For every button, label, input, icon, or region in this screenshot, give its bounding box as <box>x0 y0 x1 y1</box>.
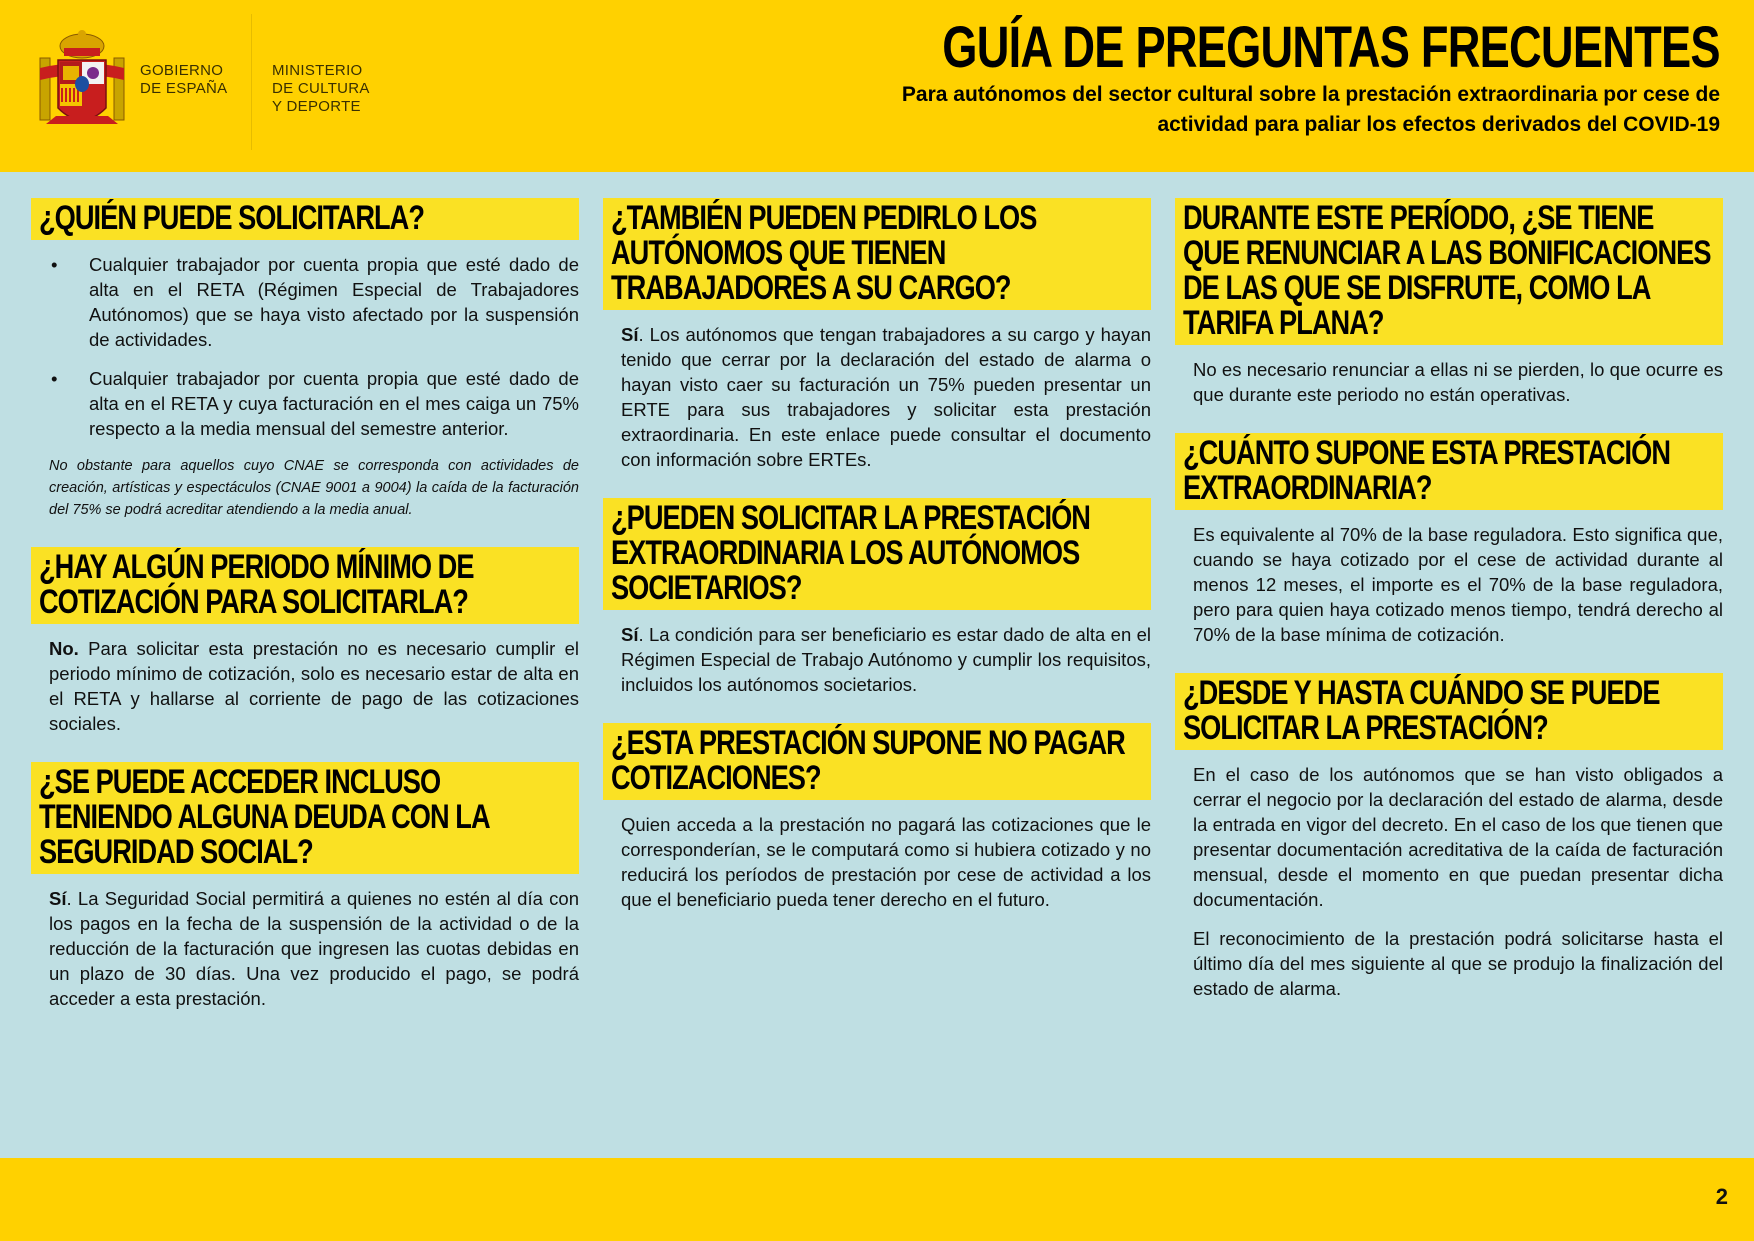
question-heading <box>603 723 1151 800</box>
answer-text: En el caso de los autónomos que se han visto obligados a cerrar el negocio por la declaración del estado de alarma, desde la entrada en vigor del decreto. En el caso de los que tienen que presentar documentación acreditativa de la caída de facturación mensual, desde el momento en que puedan presentar dicha documentación. <box>1193 764 1723 910</box>
bullet-list <box>49 252 579 441</box>
bullet-item: • Cualquier trabajador por cuenta propia que esté dado de alta en el RETA y cuya facturación en el mes caiga un 75% respecto a la media mensual del semestre anterior. <box>49 366 579 441</box>
answer <box>603 800 1151 912</box>
question-text: ¿SE PUEDE ACCEDER INCLUSO TENIENDO ALGUNA DEUDA CON LA SEGURIDAD SOCIAL? <box>39 763 489 871</box>
ministry-label <box>272 62 370 116</box>
question-text: ¿PUEDEN SOLICITAR LA PRESTACIÓN EXTRAORDINARIA LOS AUTÓNOMOS SOCIETARIOS? <box>611 499 1090 607</box>
answer-text: . La Seguridad Social permitirá a quienes no estén al día con los pagos en la fecha de la suspensión de la actividad o de la reducción de la facturación que ingresen las cuotas debidas en un plazo de 30 días. Una vez producido el pago, se podrá acceder a esta prestación. <box>49 888 579 1009</box>
ministry-line-3: Y DEPORTE <box>272 98 361 115</box>
answer-text: . La condición para ser beneficiario es estar dado de alta en el Régimen Especial de Trabajo Autónomo y cumplir los requisitos, incluidos los autónomos societarios. <box>621 624 1151 695</box>
page-subtitle <box>740 80 1720 140</box>
government-logo <box>26 14 422 150</box>
question-text: DURANTE ESTE PERÍODO, ¿SE TIENE QUE RENUNCIAR A LAS BONIFICACIONES DE LAS QUE SE DISFRUTE, COMO LA TARIFA PLANA? <box>1183 199 1711 342</box>
answer-text: Quien acceda a la prestación no pagará las cotizaciones que le corresponderían, se le computará como si hubiera cotizado y no reducirá los períodos de prestación por cese de actividad a los que el beneficiario pueda tener derecho en el futuro. <box>621 814 1151 910</box>
column-3 <box>1175 198 1723 1027</box>
government-label <box>140 62 227 98</box>
answer <box>1175 510 1723 647</box>
question-heading <box>31 198 579 240</box>
answer <box>1175 750 1723 1001</box>
column-2 <box>603 198 1151 938</box>
logo-divider <box>251 14 252 150</box>
question-heading <box>603 498 1151 610</box>
gov-line-2: DE ESPAÑA <box>140 80 228 97</box>
answer <box>31 240 579 521</box>
answer-text: No es necesario renunciar a ellas ni se pierden, lo que ocurre es que durante este periodo no están operativas. <box>1193 359 1723 405</box>
faq-amount <box>1175 433 1723 647</box>
answer <box>31 874 579 1011</box>
faq-social-security-debt <box>31 762 579 1011</box>
question-heading <box>603 198 1151 310</box>
faq-employers <box>603 198 1151 472</box>
gov-line-1: GOBIERNO <box>140 62 224 79</box>
subtitle-line-1: Para autónomos del sector cultural sobre la prestación extraordinaria por cese de <box>901 83 1720 106</box>
coat-of-arms-icon <box>36 28 128 140</box>
answer-lead: Sí <box>49 888 67 909</box>
cnae-note: No obstante para aquellos cuyo CNAE se corresponda con actividades de creación, artísticas y espectáculos (CNAE 9001 a 9004) la caída de la facturación del 75% se podrá acreditar atendiendo a la media anual. <box>49 458 579 518</box>
page-number: 2 <box>1715 1184 1728 1209</box>
answer <box>603 310 1151 472</box>
faq-contributions <box>603 723 1151 912</box>
question-heading <box>31 762 579 874</box>
bullet-item: • Cualquier trabajador por cuenta propia que esté dado de alta en el RETA (Régimen Especial de Trabajadores Autónomos) que se haya visto afectado por la suspensión de actividades. <box>49 252 579 352</box>
question-text: ¿ESTA PRESTACIÓN SUPONE NO PAGAR COTIZACIONES? <box>611 724 1125 797</box>
faq-minimum-period <box>31 547 579 736</box>
question-text: ¿TAMBIÉN PUEDEN PEDIRLO LOS AUTÓNOMOS QUE TIENEN TRABAJADORES A SU CARGO? <box>611 199 1037 307</box>
column-1 <box>31 198 579 1037</box>
question-heading <box>1175 673 1723 750</box>
question-text: ¿QUIÉN PUEDE SOLICITARLA? <box>39 199 425 237</box>
answer-text: El reconocimiento de la prestación podrá solicitarse hasta el último día del mes siguiente al que se produjo la finalización del estado de alarma. <box>1193 928 1723 999</box>
answer <box>603 610 1151 697</box>
question-text: ¿DESDE Y HASTA CUÁNDO SE PUEDE SOLICITAR LA PRESTACIÓN? <box>1183 674 1660 747</box>
answer <box>31 624 579 736</box>
ministry-line-2: DE CULTURA <box>272 80 370 97</box>
page-title: GUÍA DE PREGUNTAS FRECUENTES <box>942 15 1720 80</box>
answer-lead: Sí <box>621 324 639 345</box>
answer-text: Es equivalente al 70% de la base reguladora. Esto significa que, cuando se haya cotizado por el cese de actividad durante al menos 12 meses, el importe es el 70% de la base reguladora, pero para quien haya cotizado menos tiempo, tendrá derecho al 70% de la base mínima de cotización. <box>1193 524 1723 645</box>
answer-text: Para solicitar esta prestación no es necesario cumplir el periodo mínimo de cotización, solo es necesario estar de alta en el RETA y hallarse al corriente de pago de las cotizaciones sociales. <box>49 638 579 734</box>
question-heading <box>1175 198 1723 345</box>
subtitle-line-2: actividad para paliar los efectos derivados del COVID-19 <box>1157 113 1720 136</box>
footer-band <box>0 1158 1754 1241</box>
faq-who-can-apply <box>31 198 579 521</box>
question-text: ¿HAY ALGÚN PERIODO MÍNIMO DE COTIZACIÓN PARA SOLICITARLA? <box>39 548 474 621</box>
faq-bonuses <box>1175 198 1723 407</box>
faq-company-self-employed <box>603 498 1151 697</box>
answer-lead: No. <box>49 638 79 659</box>
ministry-line-1: MINISTERIO <box>272 62 363 79</box>
question-text: ¿CUÁNTO SUPONE ESTA PRESTACIÓN EXTRAORDINARIA? <box>1183 434 1671 507</box>
answer-lead: Sí <box>621 624 639 645</box>
answer-text: . Los autónomos que tengan trabajadores a su cargo y hayan tenido que cerrar por la declaración del estado de alarma o hayan visto caer su facturación un 75% pueden presentar un ERTE para sus trabajadores y solicitar esta prestación extraordinaria. En este enlace puede consultar el documento con información sobre ERTEs. <box>621 324 1151 470</box>
answer <box>1175 345 1723 407</box>
faq-dates <box>1175 673 1723 1001</box>
header-band <box>0 0 1754 172</box>
question-heading <box>1175 433 1723 510</box>
question-heading <box>31 547 579 624</box>
